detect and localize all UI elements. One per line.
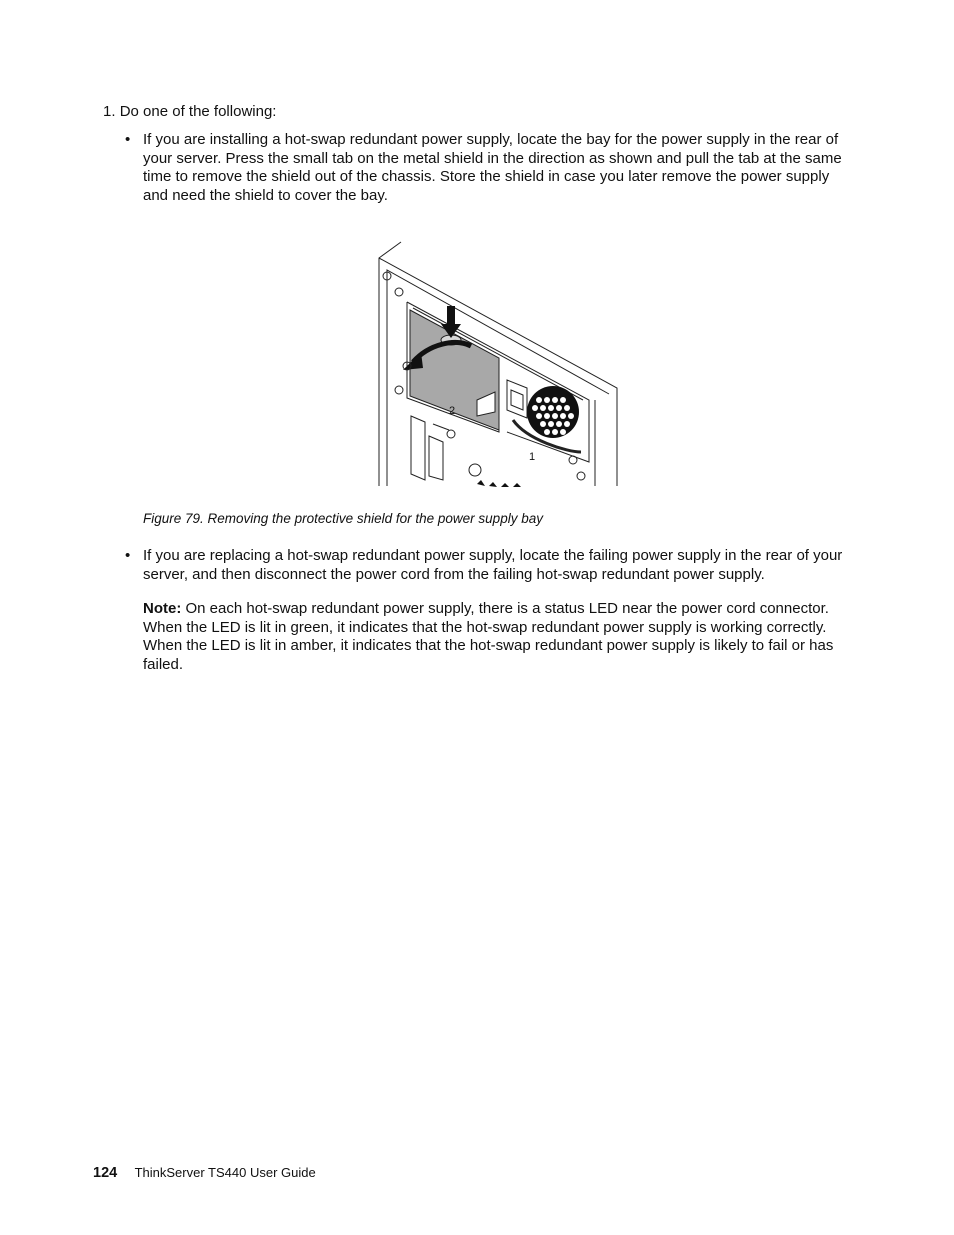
figure-caption: Figure 79. Removing the protective shield for the power supply bay: [143, 511, 543, 526]
bullet-text: If you are installing a hot-swap redundant power supply, locate the bay for the power supply in the rear of your server. Press the small tab on the metal shield in the direction as shown and pull the tab at the same time to remove the shield out of the chassis. Store the shield in case you later remove the power supply and need the shield to cover the bay.: [143, 131, 842, 205]
bullet-symbol: •: [125, 547, 131, 564]
bullet-replacing: [125, 547, 849, 584]
note-text: On each hot-swap redundant power supply, there is a status LED near the power cord connector. When the LED is lit in green, it indicates that the hot-swap redundant power supply is working correctly. When the LED is lit in amber, it indicates that the hot-swap redundant power supply is likely to fail or has failed.: [143, 600, 834, 674]
bullet-text: If you are replacing a hot-swap redundant power supply, locate the failing power supply in the rear of your server, and then disconnect the power cord from the failing hot-swap redundant power supply.: [143, 547, 843, 583]
callout-2: 2: [449, 405, 456, 417]
step-1: [103, 102, 276, 121]
note-label: Note:: [143, 600, 182, 617]
note: [143, 600, 843, 675]
page-footer: [93, 1165, 316, 1181]
bullet-symbol: •: [125, 131, 131, 148]
bullet-installing: [125, 131, 849, 206]
step-number: 1.: [103, 103, 116, 120]
step-text: Do one of the following:: [119, 103, 277, 120]
power-supply-bay-illustration: [377, 240, 623, 488]
doc-title: ThinkServer TS440 User Guide: [134, 1165, 316, 1180]
callout-1: 1: [529, 451, 536, 463]
page-number: 124: [93, 1165, 118, 1181]
